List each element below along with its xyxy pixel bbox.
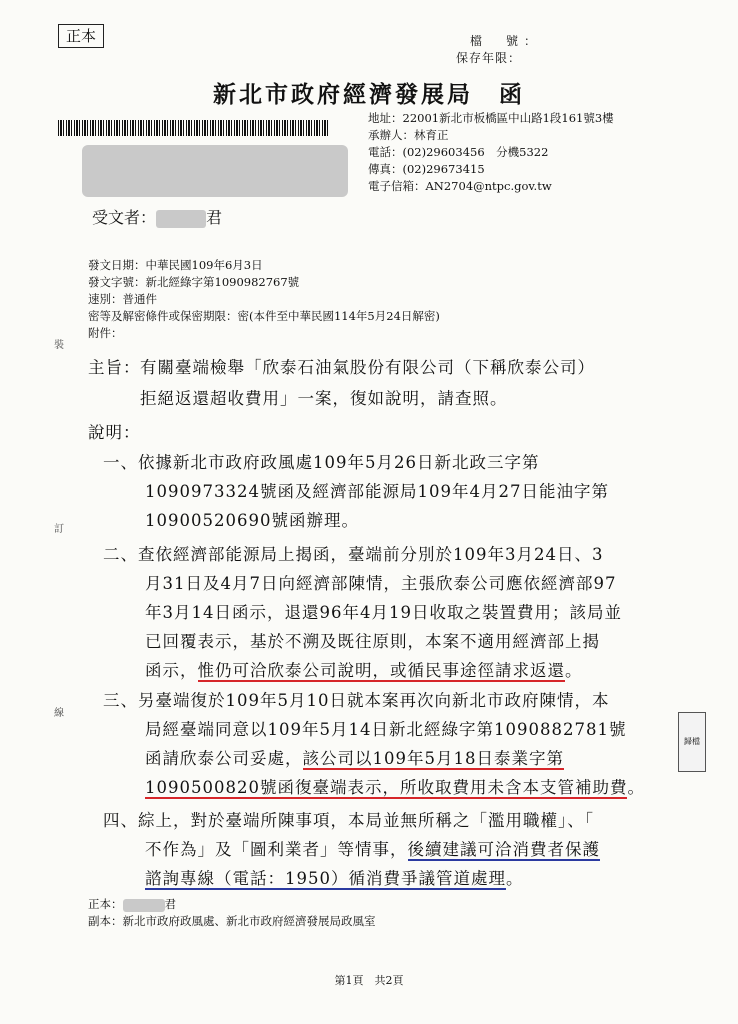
- cc-original-label: 正本：: [88, 897, 123, 911]
- highlight-company-reply: 該公司以109年5月18日泰業字第: [302, 749, 564, 768]
- item-1-line-3: 10900520690號函辦理。: [145, 511, 359, 530]
- page-number: 第1頁 共2頁: [334, 974, 404, 987]
- subject-line-2: 拒絕返還超收費用」一案，復如說明，請查照。: [140, 389, 508, 408]
- item-2-line-5-end: 。: [565, 661, 583, 680]
- contact-phone: 電話：(02)29603456 分機5322: [368, 145, 549, 159]
- item-4-line-2-start: 不作為」及「圖利業者」等情事，: [145, 840, 408, 859]
- issue-date: 發文日期：中華民國109年6月3日: [88, 258, 263, 272]
- item-2-line-3: 年3月14日函示，退還96年4月19日收取之裝置費用；該局並: [145, 603, 622, 622]
- cc-copy: 副本：新北市政府政風處、新北市政府經濟發展局政風室: [88, 914, 376, 928]
- item-3-line-3-start: 函請欣泰公司妥處，: [145, 749, 303, 768]
- item-2-line-5-start: 函示，: [145, 661, 198, 680]
- highlight-civil-remedy: 惟仍可洽欣泰公司說明，或循民事途徑請求返還: [197, 661, 565, 680]
- item-2-line-4: 已回覆表示，基於不溯及既往原則，本案不適用經濟部上揭: [145, 632, 600, 651]
- item-4-line-3: [145, 864, 524, 893]
- explanation-label: 說明：: [88, 423, 141, 442]
- item-1-line-1: 一、依據新北市政府政風處109年5月26日新北政三字第: [103, 453, 540, 472]
- document-title: 新北市政府經濟發展局 函: [213, 81, 525, 108]
- item-3-line-4-end: 。: [627, 778, 645, 797]
- recipient-label: 受文者：: [92, 208, 157, 227]
- cc-original-row: [88, 896, 176, 913]
- contact-fax: 傳真：(02)29673415: [368, 162, 485, 176]
- item-4-line-3-end: 。: [506, 869, 524, 888]
- highlight-fee-statement: 1090500820號函復臺端表示，所收取費用未含本支管補助費: [145, 778, 628, 797]
- redacted-recipient-name: [156, 210, 206, 228]
- item-3-line-1: 三、另臺端復於109年5月10日就本案再次向新北市政府陳情，本: [103, 691, 610, 710]
- item-1-line-2: 1090973324號函及經濟部能源局109年4月27日能油字第: [145, 482, 609, 501]
- item-4-line-1: 四、綜上，對於臺端所陳事項，本局並無所稱之「濫用職權」、「: [103, 811, 594, 830]
- recipient-suffix: 君: [206, 208, 223, 227]
- binding-mark-1: 裝: [54, 340, 64, 351]
- contact-email: 電子信箱：AN2704@ntpc.gov.tw: [368, 179, 552, 193]
- recipient-row: [92, 205, 222, 228]
- item-3-line-2: 局經臺端同意以109年5月14日新北經綠字第1090882781號: [145, 720, 627, 739]
- item-2-line-2: 月31日及4月7日向經濟部陳情，主張欣泰公司應依經濟部97: [145, 574, 617, 593]
- side-filing-stamp: 歸檔: [678, 712, 706, 772]
- speed-class: 速別：普通件: [88, 292, 157, 306]
- binding-mark-3: 線: [54, 708, 64, 719]
- item-3-line-3: [145, 744, 564, 773]
- item-4-line-2: [145, 835, 600, 864]
- subject-label: 主旨：: [88, 358, 141, 377]
- cc-original-suffix: 君: [164, 897, 176, 911]
- attachment-label: 附件：: [88, 326, 123, 340]
- issue-number: 發文字號：新北經綠字第1090982767號: [88, 275, 300, 289]
- highlight-hotline-number: 諮詢專線（電話：1950）循消費爭議管道處理: [145, 869, 506, 888]
- redacted-cc-name: [123, 899, 165, 912]
- retention-period-label: 保存年限：: [456, 51, 522, 65]
- file-number-label: 檔 號：: [470, 34, 543, 48]
- highlight-consumer-hotline: 後續建議可洽消費者保護: [407, 840, 600, 859]
- item-3-line-4: [145, 773, 645, 802]
- redacted-recipient-address: [82, 145, 348, 197]
- barcode: [58, 120, 330, 136]
- contact-handler: 承辦人：林育正: [368, 128, 449, 142]
- original-copy-stamp: 正本: [58, 24, 104, 48]
- subject-line-1: 有關臺端檢舉「欣泰石油氣股份有限公司（下稱欣泰公司）: [140, 358, 595, 377]
- item-2-line-5: [145, 656, 583, 685]
- security-level: 密等及解密條件或保密期限：密(本件至中華民國114年5月24日解密): [88, 309, 440, 323]
- contact-address: 地址：22001新北市板橋區中山路1段161號3樓: [368, 111, 614, 125]
- binding-mark-2: 訂: [54, 524, 64, 535]
- item-2-line-1: 二、查依經濟部能源局上揭函，臺端前分別於109年3月24日、3: [103, 545, 604, 564]
